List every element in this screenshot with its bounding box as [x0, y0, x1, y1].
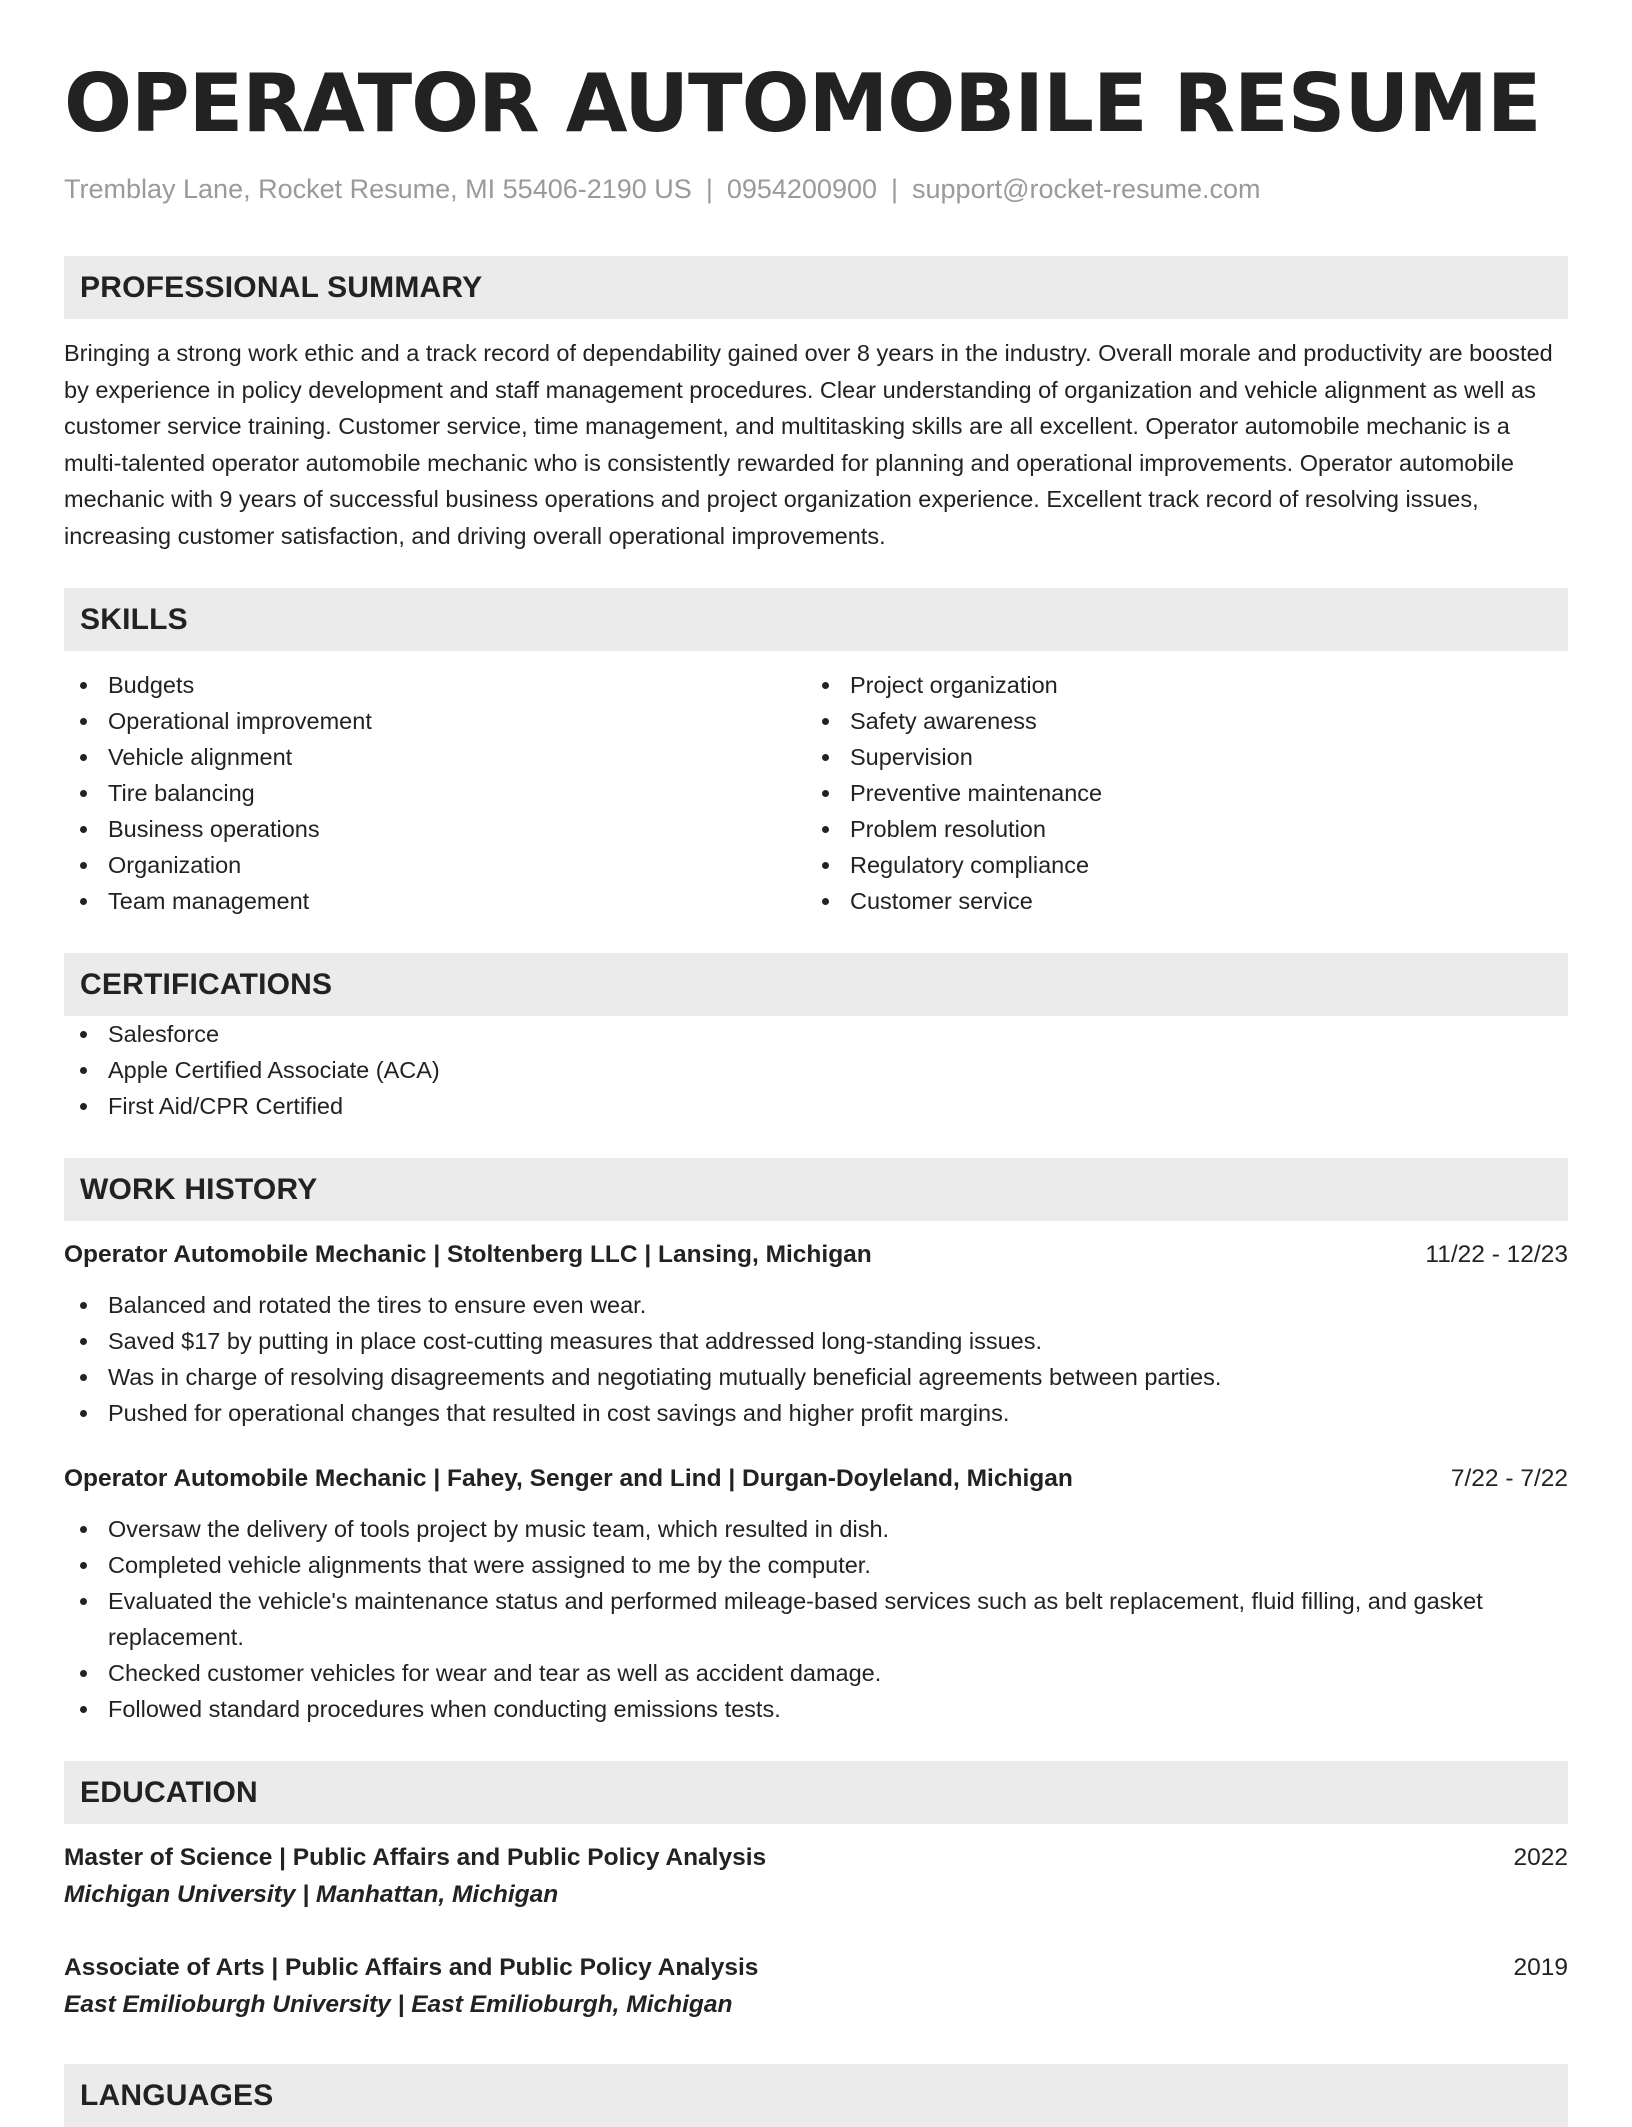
skill-item: Problem resolution — [806, 811, 1548, 847]
job-bullet: Was in charge of resolving disagreements and negotiating mutually beneficial agreements between parties. — [64, 1359, 1568, 1395]
job-bullets — [64, 1287, 1568, 1431]
contact-separator: | — [891, 174, 899, 204]
skill-item: Safety awareness — [806, 703, 1548, 739]
skill-item: Customer service — [806, 883, 1548, 919]
skill-item: Regulatory compliance — [806, 847, 1548, 883]
certification-item: Salesforce — [64, 1016, 1568, 1052]
job-dates: 11/22 - 12/23 — [1425, 1241, 1568, 1268]
skills-list — [64, 667, 1568, 919]
skills-column-left — [64, 667, 806, 919]
education-degree: Master of Science | Public Affairs and Public Policy Analysis — [64, 1844, 767, 1871]
job-bullet: Completed vehicle alignments that were assigned to me by the computer. — [64, 1547, 1568, 1583]
education-header — [64, 1840, 1568, 1876]
resume-title: OPERATOR AUTOMOBILE RESUME — [64, 57, 1541, 150]
certifications-list — [64, 1016, 1568, 1124]
contact-email[interactable]: support@rocket-resume.com — [912, 174, 1261, 204]
job-entry — [64, 1461, 1568, 1727]
job-header — [64, 1237, 1568, 1273]
skill-item: Business operations — [64, 811, 806, 847]
job-bullet: Pushed for operational changes that resulted in cost savings and higher profit margins. — [64, 1395, 1568, 1431]
education-degree: Associate of Arts | Public Affairs and Public Policy Analysis — [64, 1954, 759, 1981]
job-entry — [64, 1237, 1568, 1431]
skill-item: Preventive maintenance — [806, 775, 1548, 811]
education-year: 2022 — [1513, 1844, 1568, 1871]
section-title: CERTIFICATIONS — [80, 967, 333, 1001]
section-title: LANGUAGES — [80, 2078, 274, 2112]
section-title: EDUCATION — [80, 1775, 258, 1809]
job-bullet: Followed standard procedures when conducting emissions tests. — [64, 1691, 1568, 1727]
job-bullet: Balanced and rotated the tires to ensure even wear. — [64, 1287, 1568, 1323]
summary-text: Bringing a strong work ethic and a track record of dependability gained over 8 years in the industry. Overall morale and productivity are boosted by experience in policy development and staff management procedures. Clear understanding of organization and vehicle alignment as well as customer service training. Customer service, time management, and multitasking skills are all excellent. Operator automobile mechanic is a multi-talented operator automobile mechanic who is consistently rewarded for planning and operational improvements. Operator automobile mechanic with 9 years of successful business operations and project organization experience. Excellent track record of resolving issues, increasing customer satisfaction, and driving overall operational improvements. — [64, 340, 1553, 549]
education-year: 2019 — [1513, 1954, 1568, 1981]
skill-item: Vehicle alignment — [64, 739, 806, 775]
certification-item: Apple Certified Associate (ACA) — [64, 1052, 1568, 1088]
contact-phone: 0954200900 — [726, 174, 877, 204]
skill-item: Budgets — [64, 667, 806, 703]
contact-address: Tremblay Lane, Rocket Resume, MI 55406-2190 US — [64, 174, 692, 204]
job-bullets — [64, 1511, 1568, 1727]
education-entry — [64, 1840, 1568, 1914]
job-bullet: Evaluated the vehicle's maintenance status and performed mileage-based services such as belt replacement, fluid filling, and gasket replacement. — [64, 1583, 1568, 1655]
job-bullet: Oversaw the delivery of tools project by music team, which resulted in dish. — [64, 1511, 1568, 1547]
section-header-work-history — [64, 1158, 1568, 1221]
section-title: SKILLS — [80, 602, 188, 636]
skill-item: Tire balancing — [64, 775, 806, 811]
job-title: Operator Automobile Mechanic | Fahey, Senger and Lind | Durgan-Doyleland, Michigan — [64, 1465, 1073, 1492]
job-title: Operator Automobile Mechanic | Stoltenberg LLC | Lansing, Michigan — [64, 1241, 872, 1268]
skill-item: Organization — [64, 847, 806, 883]
skill-item: Project organization — [806, 667, 1548, 703]
skills-column-right — [806, 667, 1548, 919]
job-header — [64, 1461, 1568, 1497]
contact-line — [64, 172, 1568, 206]
education-entry — [64, 1950, 1568, 2024]
certification-item: First Aid/CPR Certified — [64, 1088, 1568, 1124]
section-header-certifications — [64, 953, 1568, 1016]
education-school: East Emilioburgh University | East Emilioburgh, Michigan — [64, 1991, 733, 2018]
job-bullet: Saved $17 by putting in place cost-cutting measures that addressed long-standing issues. — [64, 1323, 1568, 1359]
section-header-skills — [64, 588, 1568, 651]
section-header-languages — [64, 2064, 1568, 2127]
education-school: Michigan University | Manhattan, Michigan — [64, 1881, 559, 1908]
job-dates: 7/22 - 7/22 — [1450, 1465, 1568, 1492]
section-header-education — [64, 1761, 1568, 1824]
education-header — [64, 1950, 1568, 1986]
skill-item: Operational improvement — [64, 703, 806, 739]
section-header-summary — [64, 256, 1568, 319]
skill-item: Supervision — [806, 739, 1548, 775]
skill-item: Team management — [64, 883, 806, 919]
job-bullet: Checked customer vehicles for wear and tear as well as accident damage. — [64, 1655, 1568, 1691]
section-title: WORK HISTORY — [80, 1172, 318, 1206]
contact-separator: | — [705, 174, 713, 204]
section-title: PROFESSIONAL SUMMARY — [80, 270, 483, 304]
